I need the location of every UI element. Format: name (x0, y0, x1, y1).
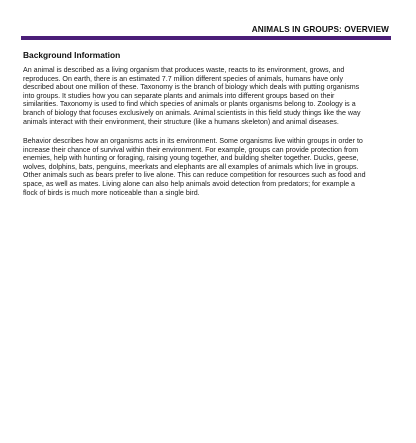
paragraph-line: space, as well as mates. Living alone can also help animals avoid detection from predators; for example a (23, 179, 356, 188)
paragraph-line: described about one million of these. Taxonomy is the branch of biology which deals with putting organisms (23, 83, 360, 92)
paragraph-line: increase their chance of survival within their environment. For example, groups can provide protection from (23, 145, 359, 154)
paragraph-line: Behavior describes how an organisms acts in its environment. Some organisms live within groups in order to (23, 137, 363, 145)
paragraph-line: into groups. It studies how you can separate plants and animals into different groups based on their (23, 91, 335, 100)
paragraph-line: wolves, dolphins, bats, penguins, meerkats and elephants are all examples of animals which live in groups. (23, 162, 359, 171)
paragraph-line: enemies, help with hunting or foraging, raising young together, and building shelter together. Ducks, geese, (23, 154, 359, 163)
page-header-title: ANIMALS IN GROUPS: OVERVIEW (251, 25, 389, 34)
paragraph-behavior (23, 137, 393, 197)
paragraph-line: flock of birds is much more noticeable than a single bird. (23, 188, 200, 197)
header-rule (21, 36, 391, 40)
paragraph-line: Other animals such as bears prefer to live alone. This can reduce competition for resources such as food and (23, 171, 366, 180)
paragraph-line: An animal is described as a living organism that produces waste, reacts to its environment, grows, and (23, 66, 345, 74)
paragraph-line: branch of biology that focuses exclusively on animals. Animal scientists in this field study things like the way (23, 108, 361, 117)
paragraph-background (23, 66, 393, 126)
section-heading: Background Information (23, 50, 121, 60)
paragraph-line: similarities. Taxonomy is used to find which species of animals or plants organisms belong to. Zoology is a (23, 100, 356, 109)
paragraph-line: reproduces. On earth, there is an estimated 7.7 million different species of animals, humans have only (23, 74, 344, 83)
paragraph-line: animals interact with their environment, their structure (like a humans skeleton) and animal diseases. (23, 117, 339, 126)
